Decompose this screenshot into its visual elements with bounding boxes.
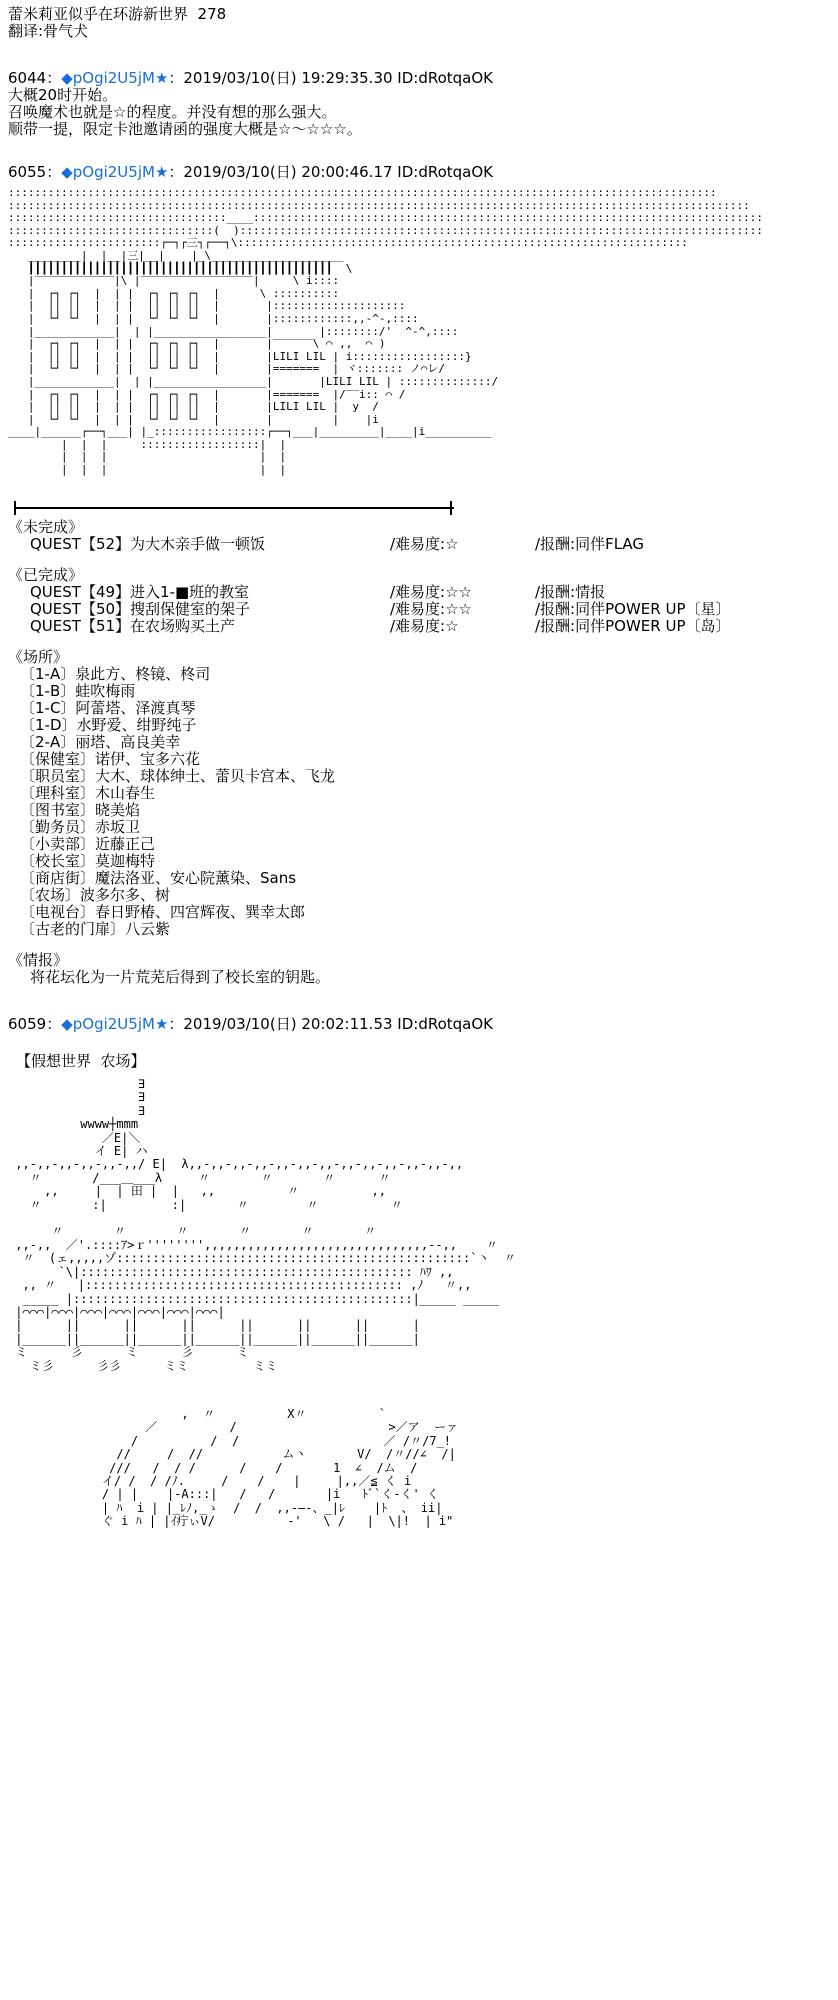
place-item: 〔校长室〕莫迦梅特 <box>20 852 156 870</box>
place-item: 〔2-A〕丽塔、高良美幸 <box>20 733 181 751</box>
translator-credit: 翻译:骨气犬 <box>8 22 89 40</box>
post-number[interactable]: 6059 <box>8 1015 47 1033</box>
poster-name[interactable]: ◆pOgi2U5jM <box>61 1015 155 1033</box>
post-separator: ： <box>46 1015 62 1033</box>
quest-row <box>8 536 830 553</box>
post-meta: ：2019/03/10(日) 19:29:35.30 ID:dRotqaOK <box>168 69 494 87</box>
info-section-title: 《情报》 <box>8 951 69 969</box>
place-item: 〔商店街〕魔法洛亚、安心院薰染、Sans <box>20 869 297 887</box>
quest-reward: /报酬:同伴FLAG <box>535 535 645 553</box>
quest-difficulty: /难易度:☆☆ <box>390 600 473 618</box>
star-icon: ★ <box>154 1015 169 1033</box>
quest-difficulty: /难易度:☆ <box>390 535 459 553</box>
post-text-line: 大概20时开始。 <box>8 86 118 104</box>
post-number[interactable]: 6044 <box>8 69 47 87</box>
place-item: 〔勤务员〕赤坂卫 <box>20 818 141 836</box>
place-item: 〔理科室〕木山春生 <box>20 784 156 802</box>
farm-title: 【假想世界 农场】 <box>16 1052 146 1070</box>
places-section-title: 《场所》 <box>8 648 69 666</box>
star-icon: ★ <box>154 163 169 181</box>
post-separator: ： <box>46 69 62 87</box>
quest-name: QUEST【52】为大木亲手做一顿饭 <box>30 535 266 553</box>
quest-reward: /报酬:同伴POWER UP〔岛〕 <box>535 617 731 635</box>
post-text-line: 召唤魔术也就是☆的程度。并没有想的那么强大。 <box>8 103 337 121</box>
quest-difficulty: /难易度:☆ <box>390 617 459 635</box>
quest-row <box>8 584 830 601</box>
page <box>8 6 830 1538</box>
post-separator: ： <box>46 163 62 181</box>
quest-name: QUEST【51】在农场购买土产 <box>30 617 236 635</box>
post-header <box>8 164 830 181</box>
page-title: 蕾米莉亚似乎在环游新世界 278 <box>8 5 227 23</box>
quest-difficulty: /难易度:☆☆ <box>390 583 473 601</box>
poster-name[interactable]: ◆pOgi2U5jM <box>61 69 155 87</box>
place-item: 〔农场〕波多尔多、树 <box>20 886 171 904</box>
place-item: 〔1-A〕泉此方、柊镜、柊司 <box>20 665 211 683</box>
complete-section-title: 《已完成》 <box>8 566 84 584</box>
school-building-ascii-art: ::::::::::::::::::::::::::::::::::::::::::::::::::::::::::::::::::::::::::::::::::::::::::::::::::::::::::: :::::::::::::::::::::::::::::::::::::::::::::::::::::::::::::::::::::::::::::::::::::::::::::::::::::::::::::::: :::::::::::::::::::::::::::::::::____::::::::::::::::::::::::::::::::::::::::::::::::::::::::::::::::::::::::::::: :::::::::::::::::::::::::::::::( )::::::::::::::::::::::::::::::::::::::::::::::::::::::::::::::::::::::::::::::: :::::::::::::::::::::::┌─┐┌三┐┌──┐\:::::::::::::::::::::::::::::::::::::::::::::::::::::::::::::::::::: ________| |__|三|__| |_\____________________ ┃┃┃┃┃┃┃┃┃┃┃┃┃┃┃┃┃┃┃┃┃┃┃┃┃┃┃┃┃┃┃┃┃┃┃┃┃┃┃┃┃┃┃┃┃┃ \ |‾‾‾‾‾‾‾‾‾‾‾‾|\ |‾‾‾‾‾‾‾‾‾‾‾‾‾‾‾‾‾| \ i:::: | ┌┐ ┌┐ | | | ┌┐ ┌┐ ┌┐ | \ :::::::::: | ││ ││ | | | ││ ││ ││ | |:::::::::::::::::::: | └┘ └┘ | | | └┘ └┘ └┘ | |::::::::::::,,-^-,:::: |____________| | |_________________| |::::::::/' ^-^,:::: | ┌┐ ┌┐ | | | ┌┐ ┌┐ ┌┐ | |‾‾‾‾‾‾\ ⌒ ,, ⌒ ) | ││ ││ | | | ││ ││ ││ | |LILI LIL | i:::::::::::::::::} | └┘ └┘ | | | └┘ └┘ └┘ | |======= | ヾ::::::: ノ⌒レ/ |____________| | |_________________| |LILI LIL | ::::::::::::::/ | ┌┐ ┌┐ | | | ┌┐ ┌┐ ┌┐ | |======= |/‾‾i:: ⌒ / | ││ ││ | | | ││ ││ ││ | |LILI LIL | y / | └┘ └┘ | | | └┘ └┘ └┘ | | | |i ____|______┌──┐___| |_:::::::::::::::::┌──┐___|_________|____|i__________ | | | ::::::::::::::::::| | | | | | | | | | | | <box>8 187 763 477</box>
place-item: 〔电视台〕春日野椿、四宫辉夜、巽幸太郎 <box>20 903 306 921</box>
place-item: 〔保健室〕诺伊、宝多六花 <box>20 750 201 768</box>
post-header <box>8 70 830 87</box>
quest-reward: /报酬:情报 <box>535 583 606 601</box>
post-text-line: 顺带一提，限定卡池邀请函的强度大概是☆～☆☆☆。 <box>8 120 362 138</box>
info-text: 将花坛化为一片荒芜后得到了校长室的钥匙。 <box>30 968 331 986</box>
place-item: 〔1-D〕水野爱、绀野纯子 <box>20 716 197 734</box>
place-item: 〔小卖部〕近藤正己 <box>20 835 156 853</box>
quest-name: QUEST【49】进入1-■班的教室 <box>30 583 250 601</box>
post-meta: ：2019/03/10(日) 20:02:11.53 ID:dRotqaOK <box>168 1015 494 1033</box>
place-item: 〔职员室〕大木、球体绅士、蕾贝卡宫本、飞龙 <box>20 767 336 785</box>
place-item: 〔1-B〕蛙吹梅雨 <box>20 682 136 700</box>
star-icon: ★ <box>154 69 169 87</box>
post-number[interactable]: 6055 <box>8 163 47 181</box>
quest-name: QUEST【50】搜刮保健室的架子 <box>30 600 251 618</box>
timeline-bar <box>14 501 454 515</box>
post-header <box>8 1016 830 1033</box>
post-meta: ：2019/03/10(日) 20:00:46.17 ID:dRotqaOK <box>168 163 494 181</box>
farm-ascii-art: ∃ ∃ ∃ wwww┼mmm ／E|＼ イ E| ハ ,,-,,-,,-,,-,,-,,/ E| λ,,-,,-,,-,,-,,-,,-,,-,,-,,-,,-,,-,,-,, 〃 /___＿___λ 〃 〃 〃 〃 ,, | | 田 | | ,, 〃 ,, 〃 :| :| 〃 〃 〃 〃 〃 〃 〃 〃 〃 ,,-,, ／'.::::ｱ>ｒ'''''''',,,,,,,,,,,,,,,,,,,,,,,,,,,,,,,‐-,, 〃 〃 (ェ,,,,,ゾ:::::::::::::::::::::::::::::::::::::::::::::::::`丶 〃 `\|:::::::::::::::::::::::::::::::::::::::::::::: ﾊﾜ ,, ,, 〃 |:::::::::::::::::::::::::::::::::::::::::::: ,ﾉ 〃,, _____ |:::::::::::::::::::::::::::::::::::::::::::::::|_____ _____ |⌒⌒⌒|⌒⌒⌒|⌒⌒⌒|⌒⌒⌒|⌒⌒⌒|⌒⌒⌒|⌒⌒⌒| | || || || || || || | |______||______||______||______||______||______||______| ミ 彡 ミ 彡 ミ ミ彡 彡彡 ミミ ミミ <box>15 1078 516 1373</box>
poster-name[interactable]: ◆pOgi2U5jM <box>61 163 155 181</box>
quest-reward: /报酬:同伴POWER UP〔星〕 <box>535 600 731 618</box>
quest-row <box>8 618 830 635</box>
incomplete-section-title: 《未完成》 <box>8 518 84 536</box>
place-item: 〔古老的门扉〕八云紫 <box>20 920 171 938</box>
character-ascii-art: , 〃 X〃 ` ／ / >／ア ーァ / / / ／ /〃/7_! // / // ム丶 V/ /〃//∠ /| /// / / / / / 1 ∠ /ム / イ/ / / /ﾉ. / / | |,,／≦ く i / | | |-A:::| / / |i ﾄﾞ`く-く' く | ﾊ i | |_ﾚﾉ,_ゝ / / ,,‐―‐、_|ﾚ |ﾄ 、 ii| ぐ i ﾊ | |ｲ疔ぃV/ ‐' \ / | \|! | i" <box>101 1408 459 1529</box>
quest-row <box>8 601 830 618</box>
place-item: 〔图书室〕晓美焰 <box>20 801 141 819</box>
place-item: 〔1-C〕阿蕾塔、泽渡真琴 <box>20 699 196 717</box>
